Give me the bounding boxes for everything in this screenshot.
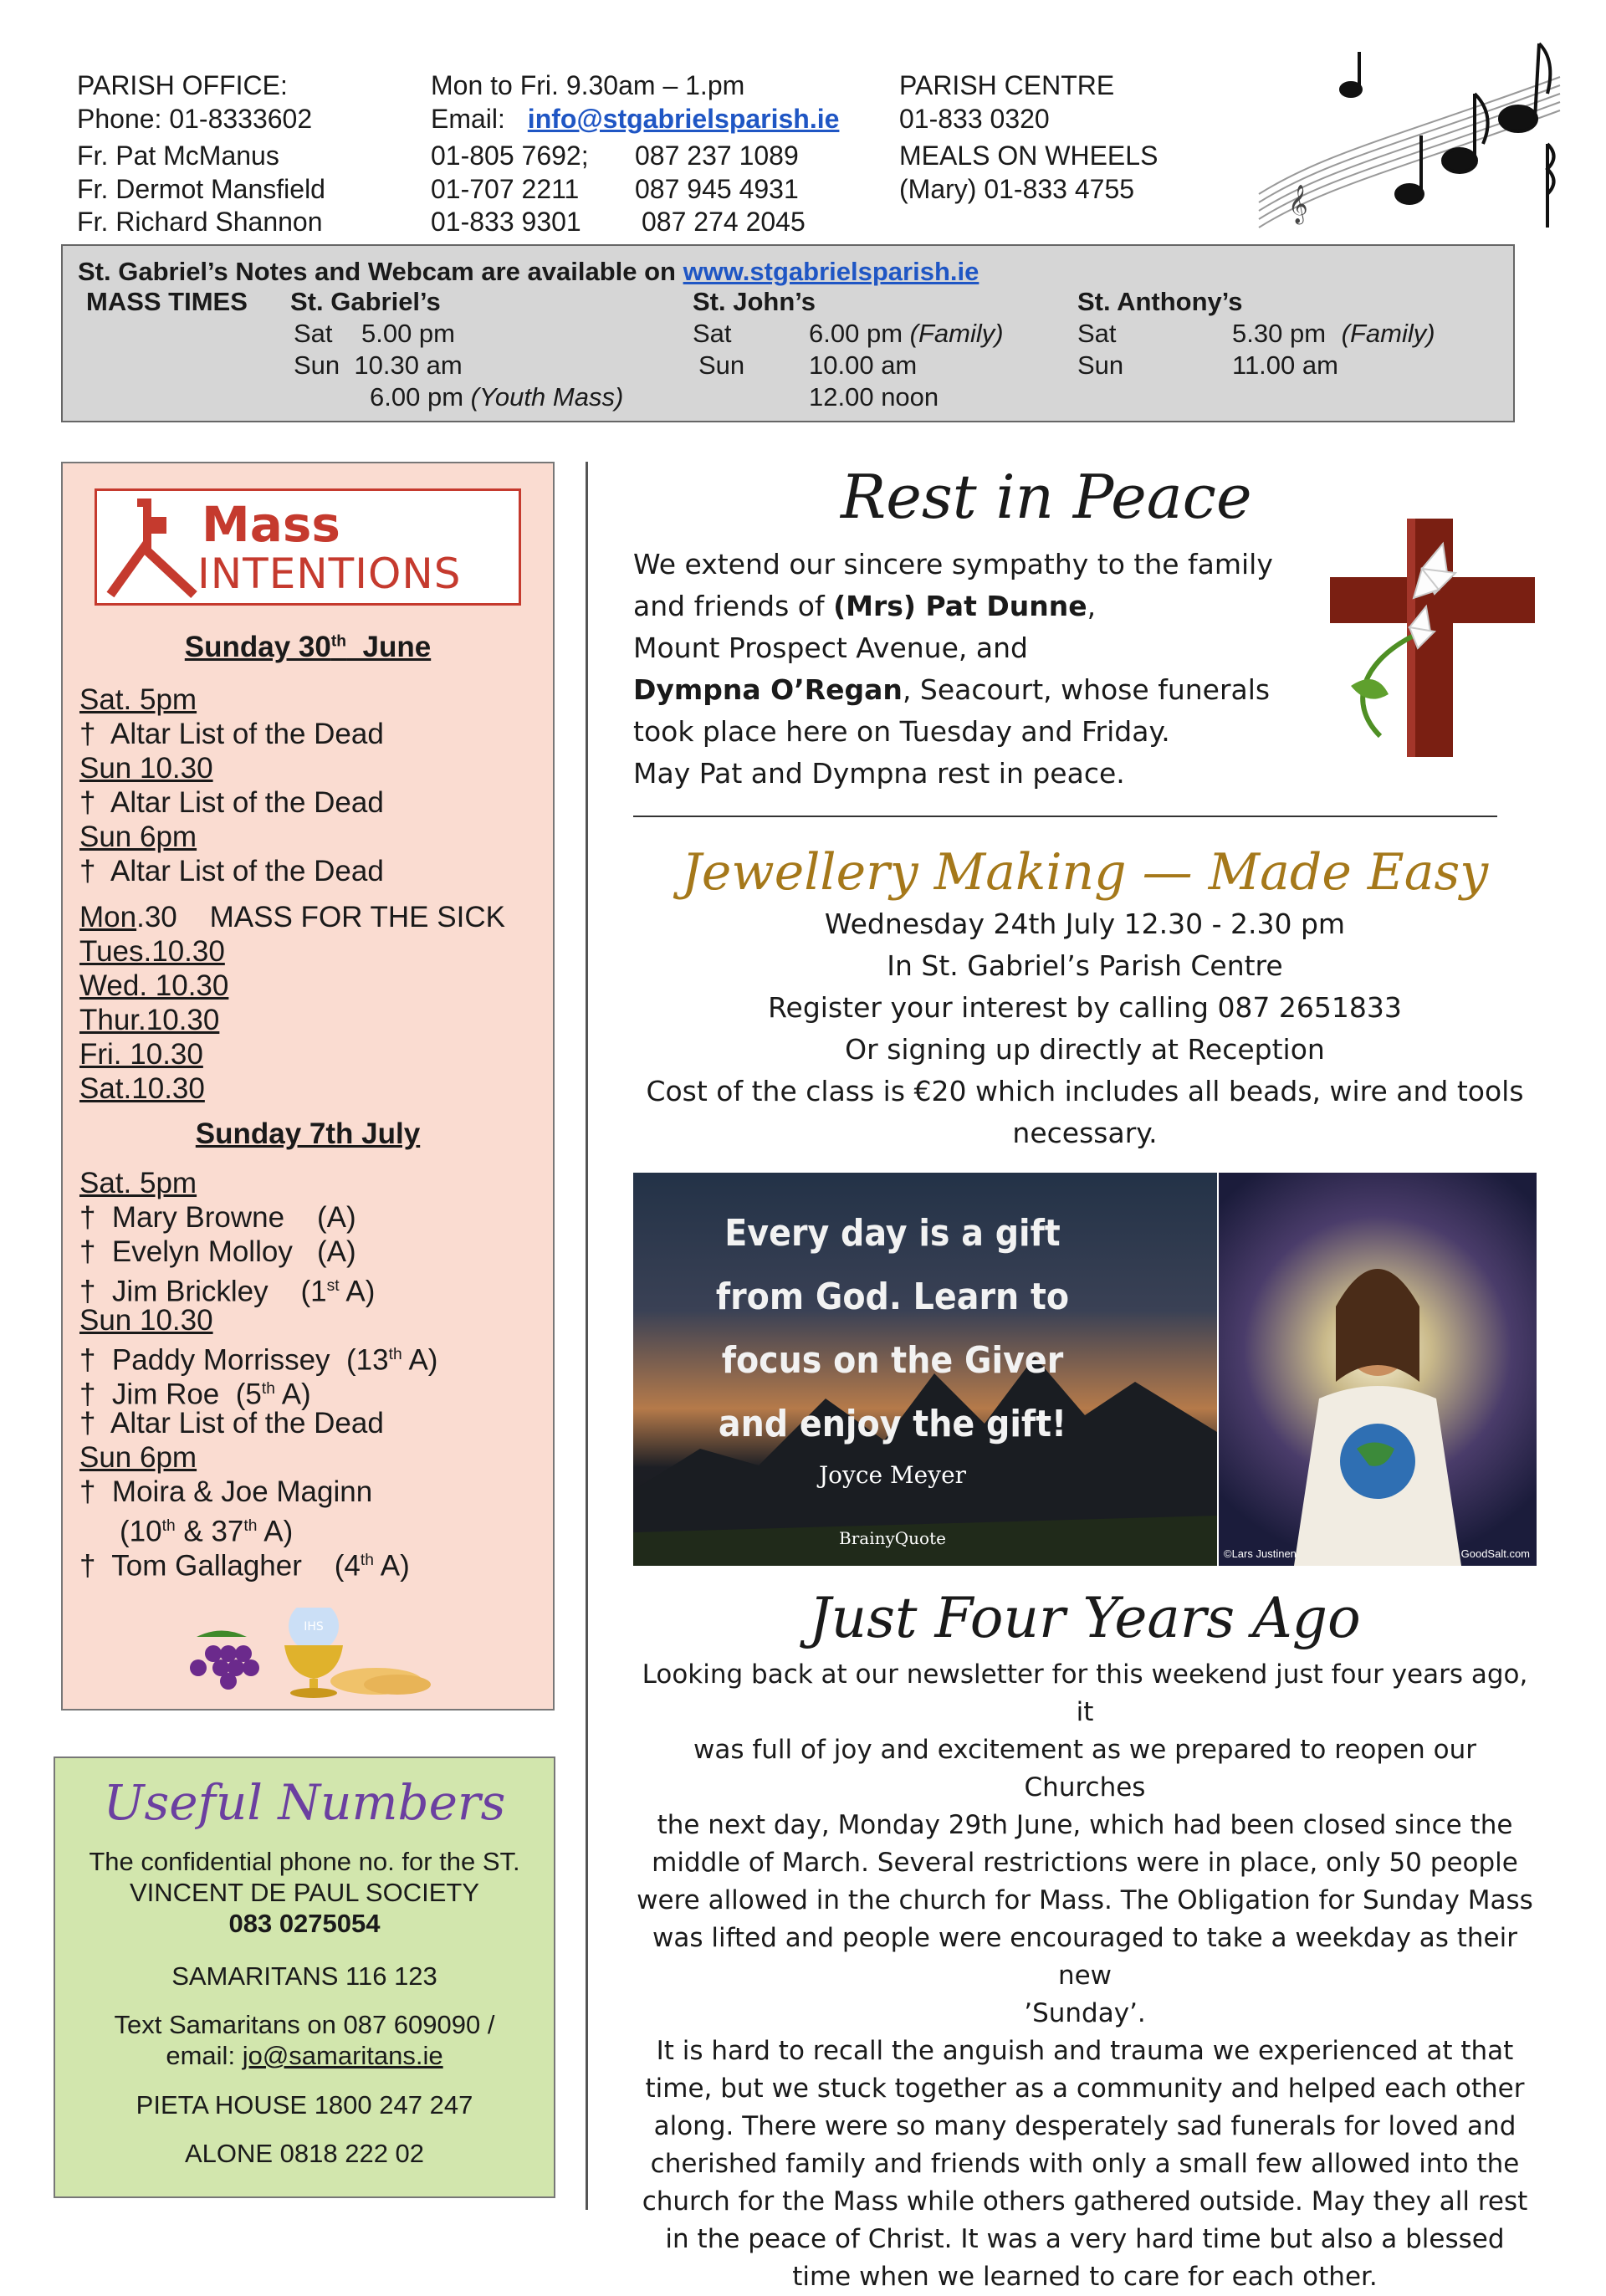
four-years-line: time when we learned to care for each other.: [792, 2262, 1378, 2292]
intention-slot: Sat. 5pm: [79, 683, 197, 716]
parish-website-link[interactable]: www.stgabrielsparish.ie: [683, 257, 979, 286]
week1-sup: th: [330, 632, 347, 651]
four-years-title: Just Four Years Ago: [809, 1586, 1361, 1650]
priest-mobile: 087 237 1089: [635, 141, 799, 171]
intention-text: (10: [120, 1515, 162, 1548]
week1-month: June: [362, 631, 432, 663]
meals-on-wheels-label: MEALS ON WHEELS: [899, 141, 1158, 171]
church-name: St. Anthony’s: [1077, 287, 1243, 316]
intention-slot: Sat. 5pm: [79, 1167, 197, 1199]
quote-source: BrainyQuote: [839, 1528, 946, 1548]
intention-sup: th: [261, 1380, 275, 1398]
four-years-line: the next day, Monday 29th June, which had been closed since the: [657, 1810, 1513, 1840]
four-years-line: was full of joy and excitement as we prepared to reopen our Churches: [693, 1735, 1476, 1803]
email-label: Email:: [431, 104, 505, 134]
jewellery-line: Cost of the class is €20 which includes all beads, wire and tools: [646, 1075, 1524, 1107]
eucharist-chalice-icon: [146, 1608, 464, 1700]
intention-item: [79, 1543, 410, 1583]
mass-note: (Family): [1341, 319, 1435, 348]
mass-day: Sun: [1077, 350, 1124, 380]
logo-word-intentions: INTENTIONS: [197, 550, 462, 598]
mass-intentions-box: [61, 462, 555, 1710]
mass-time: [809, 318, 1004, 350]
mass-time: Sun 10.30 am: [294, 350, 463, 380]
rip-line: [633, 669, 1369, 711]
rip-line: took place here on Tuesday and Friday.: [633, 715, 1170, 748]
intention-text: A): [339, 1275, 376, 1308]
intention-text: A): [373, 1549, 410, 1583]
intention-slot: Sun 6pm: [79, 1441, 197, 1474]
mass-time-value: 6.00 pm: [809, 319, 903, 348]
weekday-mass-slot: Sat.10.30: [79, 1072, 205, 1105]
email-line: [431, 102, 839, 136]
mass-time: 12.00 noon: [809, 382, 939, 412]
mass-note: (Youth Mass): [470, 382, 624, 412]
mass-intentions-logo: [95, 488, 521, 606]
priest-name: Fr. Richard Shannon: [77, 207, 323, 237]
cross-roof-icon: [104, 496, 204, 601]
office-hours: Mon to Fri. 9.30am – 1.pm: [431, 70, 745, 100]
church-name: St. John’s: [693, 287, 816, 316]
intention-text: † Paddy Morrissey (13: [79, 1343, 389, 1377]
samaritans-text: Text Samaritans on 087 609090 /: [114, 2010, 495, 2039]
section-rule: [633, 816, 1497, 817]
jesus-globe-image: [1219, 1173, 1537, 1566]
rip-name: Dympna O’Regan: [633, 673, 903, 706]
parish-centre-phone: 01-833 0320: [899, 104, 1050, 134]
four-years-line: were allowed in the church for Mass. The Obligation for Sunday Mass: [637, 1885, 1533, 1915]
rip-line: We extend our sincere sympathy to the family: [633, 548, 1273, 580]
samaritans-email-link[interactable]: jo@samaritans.ie: [242, 2041, 443, 2070]
sick-rest: .30 MASS FOR THE SICK: [136, 901, 505, 933]
office-label: PARISH OFFICE:: [77, 70, 288, 100]
image-credit: GoodSalt.com: [1460, 1547, 1530, 1560]
intention-item: † Altar List of the Dead: [79, 1407, 384, 1439]
priest-mobile: 087 274 2045: [642, 207, 806, 237]
intention-sup: th: [388, 1346, 402, 1363]
office-phone: Phone: 01-8333602: [77, 104, 313, 134]
mass-time: Sat 5.00 pm: [294, 319, 455, 348]
intention-item: † Altar List of the Dead: [79, 718, 384, 750]
rip-text: and friends of: [633, 590, 825, 622]
intention-slot: Sun 10.30: [79, 752, 213, 785]
pieta-house-phone: PIETA HOUSE 1800 247 247: [136, 2090, 473, 2120]
four-years-body: [633, 1656, 1537, 2296]
jewellery-line: Register your interest by calling 087 2651833: [768, 991, 1402, 1024]
jewellery-line: In St. Gabriel’s Parish Centre: [887, 949, 1283, 982]
quote-line: from God. Learn to: [715, 1276, 1070, 1318]
priest-phone: 01-707 2211: [431, 174, 580, 204]
jewellery-line: Or signing up directly at Reception: [845, 1033, 1325, 1066]
rip-body: [633, 544, 1369, 795]
mass-note: (Family): [909, 319, 1004, 348]
four-years-line: It is hard to recall the anguish and trauma we experienced at that: [656, 2036, 1514, 2066]
quote-line: and enjoy the gift!: [718, 1403, 1067, 1445]
intention-item: † Evelyn Molloy (A): [79, 1235, 356, 1268]
mass-time: [370, 381, 623, 413]
intention-text: A): [257, 1515, 294, 1548]
rip-line: Mount Prospect Avenue, and: [633, 632, 1028, 664]
intention-text: A): [274, 1378, 311, 1411]
samaritans-email-line: [55, 2040, 554, 2071]
intention-sup: th: [360, 1552, 374, 1569]
svg-text:𝄞: 𝄞: [1288, 185, 1308, 223]
mass-time-value: 5.30 pm: [1232, 319, 1327, 348]
rip-text: ,: [1087, 590, 1097, 622]
webcam-notice: [78, 256, 979, 288]
intention-sup: th: [243, 1517, 258, 1535]
weekday-mass-slot: Wed. 10.30: [79, 969, 229, 1002]
email-label: email:: [166, 2041, 236, 2070]
priest-name: Fr. Pat McManus: [77, 141, 279, 171]
weekday-mass-slot: Tues.10.30: [79, 935, 225, 968]
chalice-mark: IHS: [304, 1620, 324, 1634]
alone-phone: ALONE 0818 222 02: [184, 2139, 425, 2168]
svp-text: The confidential phone no. for the ST.: [89, 1847, 520, 1876]
intention-sup: th: [161, 1517, 176, 1535]
quote-image: [633, 1173, 1217, 1566]
four-years-line: Looking back at our newsletter for this weekend just four years ago, it: [642, 1659, 1528, 1727]
mass-day: Sat: [1077, 319, 1117, 348]
four-years-line: middle of March. Several restrictions were in place, only 50 people: [652, 1848, 1518, 1878]
cross-with-lily-icon: [1330, 510, 1539, 761]
jewellery-line: necessary.: [1012, 1117, 1158, 1149]
intention-text: A): [402, 1343, 438, 1377]
quote-text: [683, 1202, 1102, 1456]
figure-illustration: [1219, 1173, 1537, 1566]
priest-mobile: 087 945 4931: [635, 174, 799, 204]
intention-slot: Sun 10.30: [79, 1304, 213, 1337]
mass-for-sick-line: [79, 900, 505, 934]
mass-day: Sun: [698, 350, 745, 380]
parish-centre-label: PARISH CENTRE: [899, 70, 1115, 100]
mass-time-value: 6.00 pm: [370, 382, 464, 412]
mass-time: 11.00 am: [1232, 350, 1338, 380]
svp-phone: 083 0275054: [228, 1909, 381, 1938]
intention-text: † Jim Roe (5: [79, 1378, 262, 1411]
church-name: St. Gabriel’s: [290, 287, 441, 316]
parish-email-link[interactable]: info@stgabrielsparish.ie: [527, 104, 840, 134]
sick-day: Mon: [79, 901, 137, 933]
webcam-notice-text: St. Gabriel’s Notes and Webcam are available on: [78, 257, 676, 286]
priest-name: Fr. Dermot Mansfield: [77, 174, 325, 204]
weekday-mass-slot: Fri. 10.30: [79, 1038, 203, 1071]
weekday-mass-slot: Thur.10.30: [79, 1004, 220, 1036]
jewellery-details: [633, 903, 1537, 1154]
rip-line: [633, 586, 1369, 627]
intention-item: † Mary Browne (A): [79, 1201, 356, 1234]
rip-line: May Pat and Dympna rest in peace.: [633, 757, 1125, 790]
four-years-line: in the peace of Christ. It was a very hard time but also a blessed: [665, 2224, 1505, 2254]
intention-text: & 37: [175, 1515, 244, 1548]
mass-times-title: MASS TIMES: [86, 287, 248, 316]
samaritans-phone: SAMARITANS 116 123: [171, 1961, 437, 1991]
four-years-line: time, but we stuck together as a community and helped each other: [645, 2074, 1525, 2104]
jewellery-title: Jewellery Making — Made Easy: [681, 843, 1489, 902]
priest-phone: 01-833 9301: [431, 207, 581, 237]
intention-item: † Moira & Joe Maginn: [79, 1475, 373, 1508]
mass-time: [1232, 318, 1435, 350]
week1-title: Sunday 30: [184, 631, 331, 663]
intention-item: † Altar List of the Dead: [79, 786, 384, 819]
music-notes-icon: [1251, 27, 1564, 236]
logo-word-mass: Mass: [202, 496, 340, 553]
priest-phone: 01-805 7692;: [431, 141, 589, 171]
useful-numbers-box: [54, 1757, 555, 2198]
quote-line: focus on the Giver: [721, 1339, 1064, 1382]
rip-title: Rest in Peace: [841, 462, 1252, 532]
four-years-line: church for the Mass while others gathered outside. May they all rest: [642, 2186, 1528, 2217]
mass-day: Sat: [693, 319, 732, 348]
four-years-line: was lifted and people were encouraged to take a weekday as their new: [652, 1923, 1517, 1991]
intention-slot: Sun 6pm: [79, 821, 197, 853]
jewellery-line: Wednesday 24th July 12.30 - 2.30 pm: [824, 908, 1346, 940]
intention-text: † Tom Gallagher (4: [79, 1549, 361, 1583]
intention-text: † Jim Brickley (1: [79, 1275, 327, 1308]
svp-text: VINCENT DE PAUL SOCIETY: [129, 1878, 479, 1907]
rip-name: (Mrs) Pat Dunne: [833, 590, 1087, 622]
rip-text: , Seacourt, whose funerals: [902, 673, 1271, 706]
image-credit: ©Lars Justinen: [1224, 1547, 1297, 1560]
week2-heading: Sunday 7th July: [195, 1117, 421, 1150]
meals-on-wheels-contact: (Mary) 01-833 4755: [899, 174, 1135, 204]
useful-numbers-title: Useful Numbers: [103, 1774, 506, 1831]
intention-item: † Altar List of the Dead: [79, 855, 384, 887]
mass-time: 10.00 am: [809, 350, 918, 380]
intention-sup: st: [326, 1277, 340, 1295]
column-divider: [586, 462, 588, 2210]
four-years-line: along. There were so many desperately sad funerals for loved and: [653, 2111, 1516, 2141]
four-years-line: cherished family and friends with only a small few allowed into the: [650, 2149, 1520, 2179]
quote-author: Joyce Meyer: [818, 1461, 967, 1489]
quote-line: Every day is a gift: [724, 1212, 1061, 1255]
week1-heading: [63, 631, 553, 664]
mass-times-box: [61, 244, 1515, 422]
four-years-line: ’Sunday’.: [1024, 1998, 1146, 2028]
